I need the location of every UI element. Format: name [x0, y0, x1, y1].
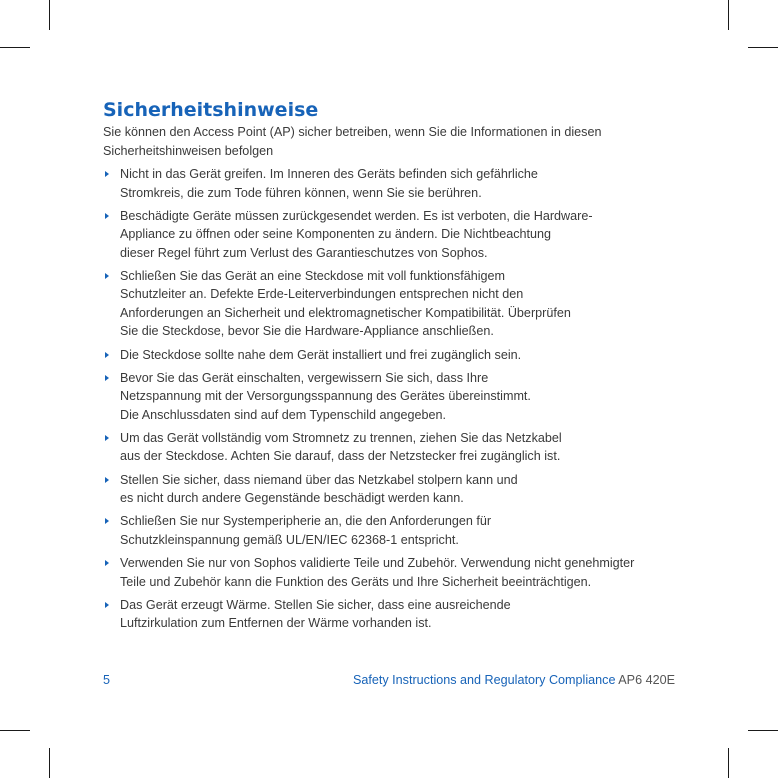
list-item-text: Schließen Sie nur Systemperipherie an, die den Anforderungen für Schutzkleinspannung gemäß UL/EN/IEC 62368-1 entspricht.	[120, 514, 492, 547]
list-item	[103, 512, 683, 549]
triangle-bullet-icon	[105, 352, 109, 358]
crop-mark-bottom-left-horizontal	[0, 730, 30, 731]
triangle-bullet-icon	[105, 273, 109, 279]
list-item-text: Beschädigte Geräte müssen zurückgesendet werden. Es ist verboten, die Hardware- Appliance zu öffnen oder seine Komponenten zu ändern. Die Nichtbeachtung dieser Regel führt zum Verlust des Garantieschutzes von Sophos.	[120, 208, 593, 260]
footer-title	[353, 672, 675, 688]
list-item	[103, 471, 683, 508]
list-item	[103, 346, 683, 365]
crop-mark-bottom-left-vertical	[49, 748, 50, 778]
list-item	[103, 369, 683, 425]
triangle-bullet-icon	[105, 375, 109, 381]
safety-instruction-list	[103, 165, 683, 633]
triangle-bullet-icon	[105, 171, 109, 177]
crop-mark-bottom-right-horizontal	[748, 730, 778, 731]
triangle-bullet-icon	[105, 435, 109, 441]
list-item-text: Nicht in das Gerät greifen. Im Inneren des Geräts befinden sich gefährliche Stromkreis, die zum Tode führen können, wenn Sie sie berühren.	[120, 167, 538, 200]
list-item-text: Die Steckdose sollte nahe dem Gerät installiert und frei zugänglich sein.	[120, 347, 522, 362]
triangle-bullet-icon	[105, 477, 109, 483]
triangle-bullet-icon	[105, 560, 109, 566]
section-heading: Sicherheitshinweise	[103, 99, 319, 121]
intro-paragraph: Sie können den Access Point (AP) sicher betreiben, wenn Sie die Informationen in diesen Sicherheitshinweisen befolgen	[103, 125, 602, 158]
crop-mark-top-right-vertical	[728, 0, 729, 30]
list-item	[103, 429, 683, 466]
list-item-text: Bevor Sie das Gerät einschalten, vergewissern Sie sich, dass Ihre Netzspannung mit der Versorgungsspannung des Gerätes übereinstimmt. Die Anschlussdaten sind auf dem Typenschild angegeben.	[120, 370, 531, 422]
list-item	[103, 207, 683, 263]
triangle-bullet-icon	[105, 213, 109, 219]
list-item-text: Verwenden Sie nur von Sophos validierte Teile und Zubehör. Verwendung nicht genehmigter Teile und Zubehör kann die Funktion des Geräts und Ihre Sicherheit beeinträchtigen.	[120, 556, 635, 589]
crop-mark-bottom-right-vertical	[728, 748, 729, 778]
footer-model: AP6 420E	[618, 673, 675, 687]
safety-section	[103, 99, 683, 637]
list-item	[103, 165, 683, 202]
crop-mark-top-left-horizontal	[0, 47, 30, 48]
list-item-text: Um das Gerät vollständig vom Stromnetz zu trennen, ziehen Sie das Netzkabel aus der Steckdose. Achten Sie darauf, dass der Netzstecker frei zugänglich ist.	[120, 430, 562, 464]
triangle-bullet-icon	[105, 602, 109, 608]
list-item	[103, 596, 683, 633]
page-number: 5	[103, 673, 111, 687]
list-item	[103, 267, 683, 341]
list-item-text: Stellen Sie sicher, dass niemand über das Netzkabel stolpern kann und es nicht durch andere Gegenstände beschädigt werden kann.	[120, 472, 518, 506]
list-item	[103, 554, 683, 591]
triangle-bullet-icon	[105, 518, 109, 524]
crop-mark-top-right-horizontal	[748, 47, 778, 48]
list-item-text: Das Gerät erzeugt Wärme. Stellen Sie sicher, dass eine ausreichende Luftzirkulation zum Entfernen der Wärme vorhanden ist.	[120, 597, 511, 631]
crop-mark-top-left-vertical	[49, 0, 50, 30]
list-item-text: Schließen Sie das Gerät an eine Steckdose mit voll funktionsfähigem Schutzleiter an. Defekte Erde-Leiterverbindungen entsprechen nicht den Anforderungen an Sicherheit und elektromagnetischer Kompatibilität. Überprüfen Sie die Steckdose, bevor Sie die Hardware-Appliance anschließen.	[120, 268, 571, 339]
footer-document-title: Safety Instructions and Regulatory Compliance	[352, 673, 616, 687]
